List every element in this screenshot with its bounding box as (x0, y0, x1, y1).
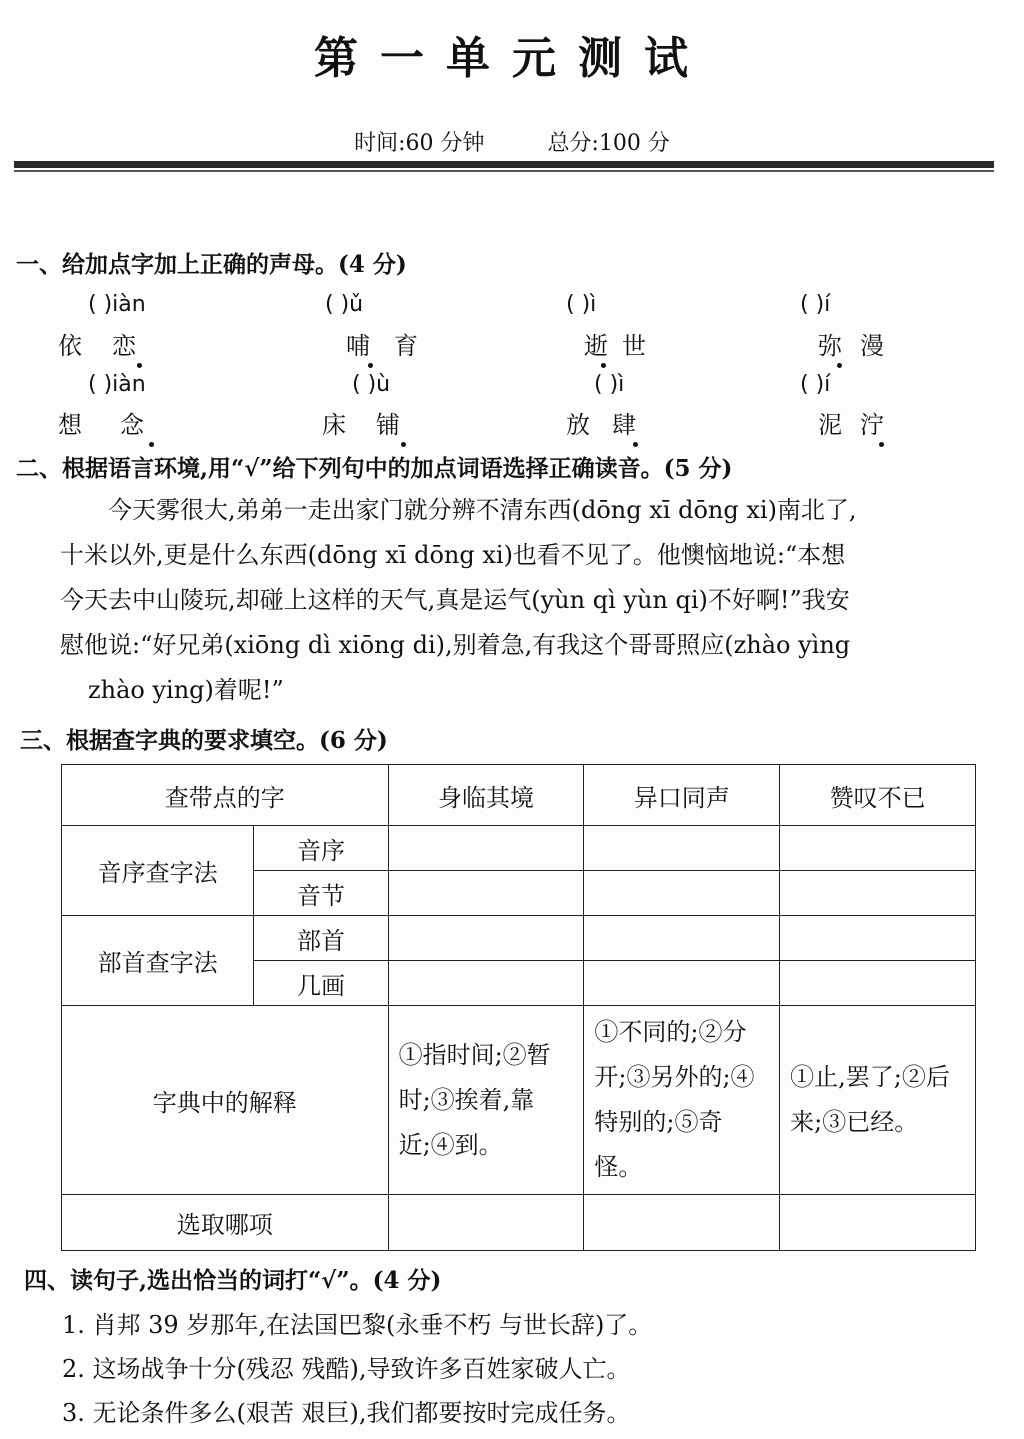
dotted-char: 铺 (376, 405, 430, 440)
q1-word-6: 床铺 (322, 405, 430, 440)
q1-word-1: 依恋 (58, 326, 166, 361)
answer-cell[interactable] (780, 961, 976, 1006)
q3-heading: 三、根据查字典的要求填空。(6 分) (20, 727, 388, 754)
header-rule (14, 161, 994, 168)
dotted-char: 哺 (346, 326, 394, 361)
q2-line-2: 十米以外,更是什么东西(dōng xī dōng xi)也看不见了。他懊恼地说:“本想 (60, 541, 846, 569)
q4-item-1: 1. 肖邦 39 岁那年,在法国巴黎(永垂不朽 与世长辞)了。 (62, 1311, 653, 1339)
answer-cell[interactable] (584, 871, 780, 916)
dotted-char: 泞 (860, 405, 902, 440)
dotted-char: 恋 (112, 326, 166, 361)
q1-word-4: 弥漫 (818, 326, 902, 361)
q1-pinyin-7: ( )ì (594, 372, 625, 397)
q1-pinyin-8: ( )í (800, 372, 831, 397)
answer-cell[interactable] (584, 916, 780, 961)
q1-pinyin-6: ( )ù (352, 372, 391, 397)
row-jihua: 几画 (254, 961, 388, 1006)
dictionary-table (61, 764, 976, 1251)
q2-line-5: zhào ying)着呢!” (88, 676, 284, 704)
q1-pinyin-4: ( )í (800, 292, 831, 317)
explain-label: 字典中的解释 (62, 1006, 389, 1195)
choose-label: 选取哪项 (62, 1195, 389, 1251)
q1-word-5: 想念 (58, 405, 182, 440)
answer-cell[interactable] (780, 826, 976, 871)
answer-cell[interactable] (388, 826, 584, 871)
explanation-2: ①不同的;②分开;③另外的;④特别的;⑤奇怪。 (584, 1006, 780, 1195)
row-bushou: 部首 (254, 916, 388, 961)
q4-item-2: 2. 这场战争十分(残忍 残酷),导致许多百姓家破人亡。 (62, 1355, 631, 1383)
q4-heading: 四、读句子,选出恰当的词打“√”。(4 分) (24, 1267, 442, 1294)
dotted-char: 念 (120, 405, 182, 440)
q1-word-3: 逝世 (584, 326, 660, 361)
dotted-char: 逝 (584, 326, 622, 361)
explanation-1: ①指时间;②暂时;③挨着,靠近;④到。 (388, 1006, 584, 1195)
time-limit: 时间:60 分钟 (354, 131, 485, 156)
q2-line-1: 今天雾很大,弟弟一走出家门就分辨不清东西(dōng xī dōng xi)南北了, (108, 496, 857, 524)
answer-cell[interactable] (780, 916, 976, 961)
answer-cell[interactable] (584, 1195, 780, 1251)
q1-pinyin-5: ( )iàn (88, 372, 146, 397)
answer-cell[interactable] (584, 961, 780, 1006)
answer-cell[interactable] (388, 871, 584, 916)
explanation-3: ①止,罢了;②后来;③已经。 (780, 1006, 976, 1195)
dotted-char: 肆 (612, 405, 658, 440)
answer-cell[interactable] (388, 961, 584, 1006)
q1-pinyin-1: ( )iàn (88, 292, 146, 317)
answer-cell[interactable] (780, 871, 976, 916)
total-score: 总分:100 分 (547, 131, 670, 156)
q1-pinyin-3: ( )ì (566, 292, 597, 317)
method-bushou: 部首查字法 (62, 916, 254, 1006)
answer-cell[interactable] (388, 916, 584, 961)
word-header-2: 异口同声 (584, 765, 780, 826)
row-yinxu: 音序 (254, 826, 388, 871)
q1-word-8: 泥泞 (818, 405, 902, 440)
q2-line-3: 今天去中山陵玩,却碰上这样的天气,真是运气(yùn qì yùn qi)不好啊!”我安 (60, 586, 850, 614)
q4-item-3: 3. 无论条件多么(艰苦 艰巨),我们都要按时完成任务。 (62, 1399, 631, 1427)
header-rule-thin (14, 170, 994, 172)
exam-meta (0, 126, 1024, 157)
answer-cell[interactable] (388, 1195, 584, 1251)
q1-word-2: 哺育 (346, 326, 442, 361)
answer-cell[interactable] (780, 1195, 976, 1251)
row-yinjie: 音节 (254, 871, 388, 916)
dotted-char: 弥 (818, 326, 860, 361)
q2-heading: 二、根据语言环境,用“√”给下列句中的加点词语选择正确读音。(5 分) (16, 455, 733, 482)
table-header-label: 查带点的字 (62, 765, 389, 826)
q1-word-7: 放肆 (566, 405, 658, 440)
word-header-1: 身临其境 (388, 765, 584, 826)
q1-heading: 一、给加点字加上正确的声母。(4 分) (16, 251, 407, 278)
method-yinxu: 音序查字法 (62, 826, 254, 916)
word-header-3: 赞叹不已 (780, 765, 976, 826)
q1-pinyin-2: ( )ǔ (325, 292, 364, 317)
page-title: 第一单元测试 (314, 33, 710, 84)
q2-line-4: 慰他说:“好兄弟(xiōng dì xiōng di),别着急,有我这个哥哥照应(zhào yìng (60, 631, 851, 659)
answer-cell[interactable] (584, 826, 780, 871)
